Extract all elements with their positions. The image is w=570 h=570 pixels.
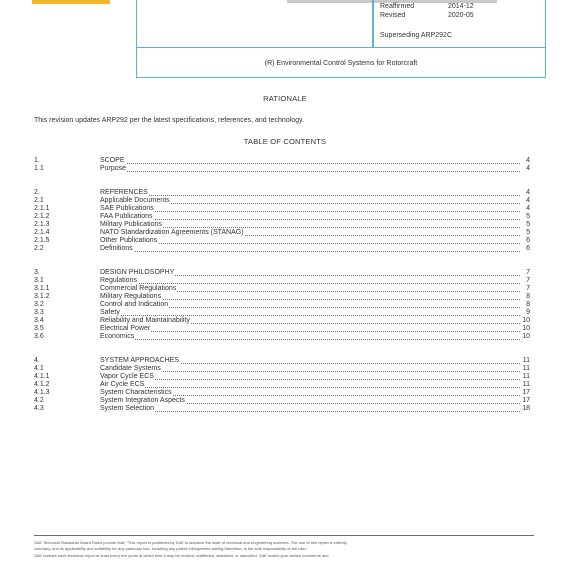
toc-entry[interactable] [34, 405, 530, 413]
toc-entry[interactable] [34, 293, 530, 301]
toc-entry-number: 2.1.3 [34, 221, 50, 228]
toc-entry-title: Military Regulations [100, 293, 162, 300]
toc-entry-page: 6 [526, 237, 530, 244]
toc-entry-page: 11 [522, 381, 530, 388]
toc-dot-leader [100, 331, 520, 332]
toc-entry-title: FAA Publications [100, 213, 153, 220]
toc-entry-number: 3.4 [34, 317, 44, 324]
toc-entry[interactable] [34, 221, 530, 229]
toc-entry-title: Purpose [100, 165, 127, 172]
toc-group [34, 269, 530, 341]
toc-entry-title: Safety [100, 309, 120, 316]
toc-dot-leader [100, 211, 520, 212]
toc-entry-page: 5 [526, 229, 530, 236]
superseding-text: Superseding ARP292C [380, 32, 452, 39]
footer-line-3: SAE reviews each technical report at least every five years at which time it may be revised, reaffirmed, stabilized, or cancelled. SAE invites your written comments and [34, 553, 329, 558]
toc-entry[interactable] [34, 165, 530, 173]
toc-entry-page: 9 [526, 309, 530, 316]
sae-logo [32, 0, 110, 4]
toc-entry[interactable] [34, 189, 530, 197]
toc-entry-page: 4 [526, 197, 530, 204]
document-title-box [136, 48, 546, 78]
header-divider [372, 0, 374, 48]
toc-dot-leader [100, 171, 520, 172]
toc-entry-number: 2.1.1 [34, 205, 50, 212]
toc-entry[interactable] [34, 373, 530, 381]
toc-entry[interactable] [34, 357, 530, 365]
toc-entry-page: 7 [526, 285, 530, 292]
toc-entry-number: 2.1 [34, 197, 44, 204]
toc-entry-page: 17 [522, 397, 530, 404]
toc-dot-leader [100, 299, 520, 300]
toc-entry-title: SAE Publications [100, 205, 154, 212]
toc-entry[interactable] [34, 389, 530, 397]
toc-entry-title: Control and Indication [100, 301, 169, 308]
toc-entry-number: 3.3 [34, 309, 44, 316]
toc-entry[interactable] [34, 229, 530, 237]
toc-entry[interactable] [34, 365, 530, 373]
toc-entry-number: 4.1.3 [34, 389, 50, 396]
toc-entry-page: 11 [522, 357, 530, 364]
toc-entry-number: 4.1.2 [34, 381, 50, 388]
revised-label: Revised [380, 12, 406, 19]
rationale-text: This revision updates ARP292 per the latest specifications, references, and technology. [34, 117, 304, 124]
toc-entry[interactable] [34, 381, 530, 389]
toc-dot-leader [100, 219, 520, 220]
toc-entry[interactable] [34, 237, 530, 245]
toc-entry-number: 2.2 [34, 245, 44, 252]
toc-entry-number: 3.5 [34, 325, 44, 332]
toc-entry-number: 4.1.1 [34, 373, 50, 380]
toc-entry-number: 3.2 [34, 301, 44, 308]
toc-dot-leader [100, 283, 520, 284]
toc-entry-title: Candidate Systems [100, 365, 161, 372]
toc-entry-page: 10 [522, 325, 530, 332]
toc-entry-page: 7 [526, 269, 530, 276]
reaffirmed-date: 2014-12 [448, 3, 474, 10]
footer-line-1: SAE Technical Standards Board Rules provide that: "This report is published by SAE to advance the state of technical and engineering sciences. The use of this report is entirely [34, 540, 347, 545]
toc-entry-page: 5 [526, 213, 530, 220]
toc-entry-title: REFERENCES [100, 189, 148, 196]
toc-entry[interactable] [34, 205, 530, 213]
toc-entry[interactable] [34, 285, 530, 293]
footer-line-2: voluntary, and its applicability and suitability for any particular use, including any patent infringement arising therefrom, is the sole responsibility of the user." [34, 546, 309, 551]
toc-dot-leader [100, 411, 520, 412]
toc-entry-page: 4 [526, 157, 530, 164]
toc-dot-leader [100, 339, 520, 340]
toc-entry-title: Regulations [100, 277, 137, 284]
toc-dot-leader [100, 227, 520, 228]
toc-entry-number: 1.1 [34, 165, 44, 172]
toc-entry[interactable] [34, 301, 530, 309]
toc-entry-title: Electrical Power [100, 325, 151, 332]
toc-dot-leader [100, 387, 520, 388]
toc-entry-page: 4 [526, 165, 530, 172]
toc-entry[interactable] [34, 325, 530, 333]
toc-entry-page: 6 [526, 245, 530, 252]
toc-entry-title: System Integration Aspects [100, 397, 185, 404]
toc-entry[interactable] [34, 245, 530, 253]
toc-entry-title: Definitions [100, 245, 133, 252]
toc-entry-page: 4 [526, 189, 530, 196]
toc-dot-leader [100, 243, 520, 244]
toc-entry[interactable] [34, 333, 530, 341]
toc-entry[interactable] [34, 269, 530, 277]
document-header-box [136, 0, 546, 48]
toc-entry-title: Other Publications [100, 237, 158, 244]
toc-entry-page: 5 [526, 221, 530, 228]
toc-entry-page: 18 [522, 405, 530, 412]
toc-entry[interactable] [34, 317, 530, 325]
toc-dot-leader [100, 315, 520, 316]
toc-entry-number: 3. [34, 269, 40, 276]
toc-entry-title: SCOPE [100, 157, 125, 164]
toc-entry-number: 3.1.1 [34, 285, 50, 292]
toc-entry-title: System Selection [100, 405, 155, 412]
toc-dot-leader [100, 251, 520, 252]
toc-dot-leader [100, 379, 520, 380]
toc-entry-page: 11 [522, 365, 530, 372]
toc-entry-page: 17 [522, 389, 530, 396]
toc-entry-number: 3.1 [34, 277, 44, 284]
document-title: (R) Environmental Control Systems for Rotorcraft [264, 60, 418, 67]
toc-entry-page: 7 [526, 277, 530, 284]
toc-entry-title: DESIGN PHILOSOPHY [100, 269, 175, 276]
toc-entry[interactable] [34, 397, 530, 405]
toc-entry-number: 4.1 [34, 365, 44, 372]
toc-entry-number: 3.6 [34, 333, 44, 340]
toc-entry-title: Military Publications [100, 221, 162, 228]
toc-entry-title: NATO Standardization Agreements (STANAG) [100, 229, 244, 236]
toc-entry-number: 4. [34, 357, 40, 364]
toc-entry-number: 2. [34, 189, 40, 196]
toc-entry-number: 2.1.5 [34, 237, 50, 244]
toc-entry-title: System Characteristics [100, 389, 172, 396]
toc-entry-page: 11 [522, 373, 530, 380]
toc-entry-number: 2.1.4 [34, 229, 50, 236]
toc-entry[interactable] [34, 213, 530, 221]
toc-entry-page: 8 [526, 293, 530, 300]
toc-entry[interactable] [34, 197, 530, 205]
toc-entry[interactable] [34, 309, 530, 317]
toc-entry-number: 1. [34, 157, 40, 164]
toc-entry-title: Applicable Documents [100, 197, 170, 204]
rationale-heading: RATIONALE [263, 94, 307, 103]
toc-entry-number: 4.2 [34, 397, 44, 404]
toc-group [34, 357, 530, 413]
reaffirmed-label: Reaffirmed [380, 3, 415, 10]
toc-entry-number: 4.3 [34, 405, 44, 412]
toc-entry-page: 8 [526, 301, 530, 308]
footer-rule [34, 535, 534, 536]
toc-dot-leader [100, 163, 520, 164]
toc-dot-leader [100, 195, 520, 196]
toc-entry-title: Air Cycle ECS [100, 381, 145, 388]
toc-entry-number: 2.1.2 [34, 213, 50, 220]
toc-entry[interactable] [34, 157, 530, 165]
revised-date: 2020-05 [448, 12, 474, 19]
toc-dot-leader [100, 371, 520, 372]
toc-heading: TABLE OF CONTENTS [243, 137, 327, 146]
toc-entry-page: 10 [522, 333, 530, 340]
toc-group [34, 157, 530, 173]
toc-entry-title: Vapor Cycle ECS [100, 373, 154, 380]
toc-entry-title: Commercial Regulations [100, 285, 177, 292]
table-of-contents [34, 157, 530, 429]
toc-entry-title: SYSTEM APPROACHES [100, 357, 179, 364]
toc-entry[interactable] [34, 277, 530, 285]
toc-group [34, 189, 530, 253]
toc-entry-number: 3.1.2 [34, 293, 50, 300]
toc-entry-title: Economics [100, 333, 135, 340]
toc-entry-page: 10 [522, 317, 530, 324]
toc-entry-page: 4 [526, 205, 530, 212]
toc-entry-title: Reliability and Maintainability [100, 317, 190, 324]
